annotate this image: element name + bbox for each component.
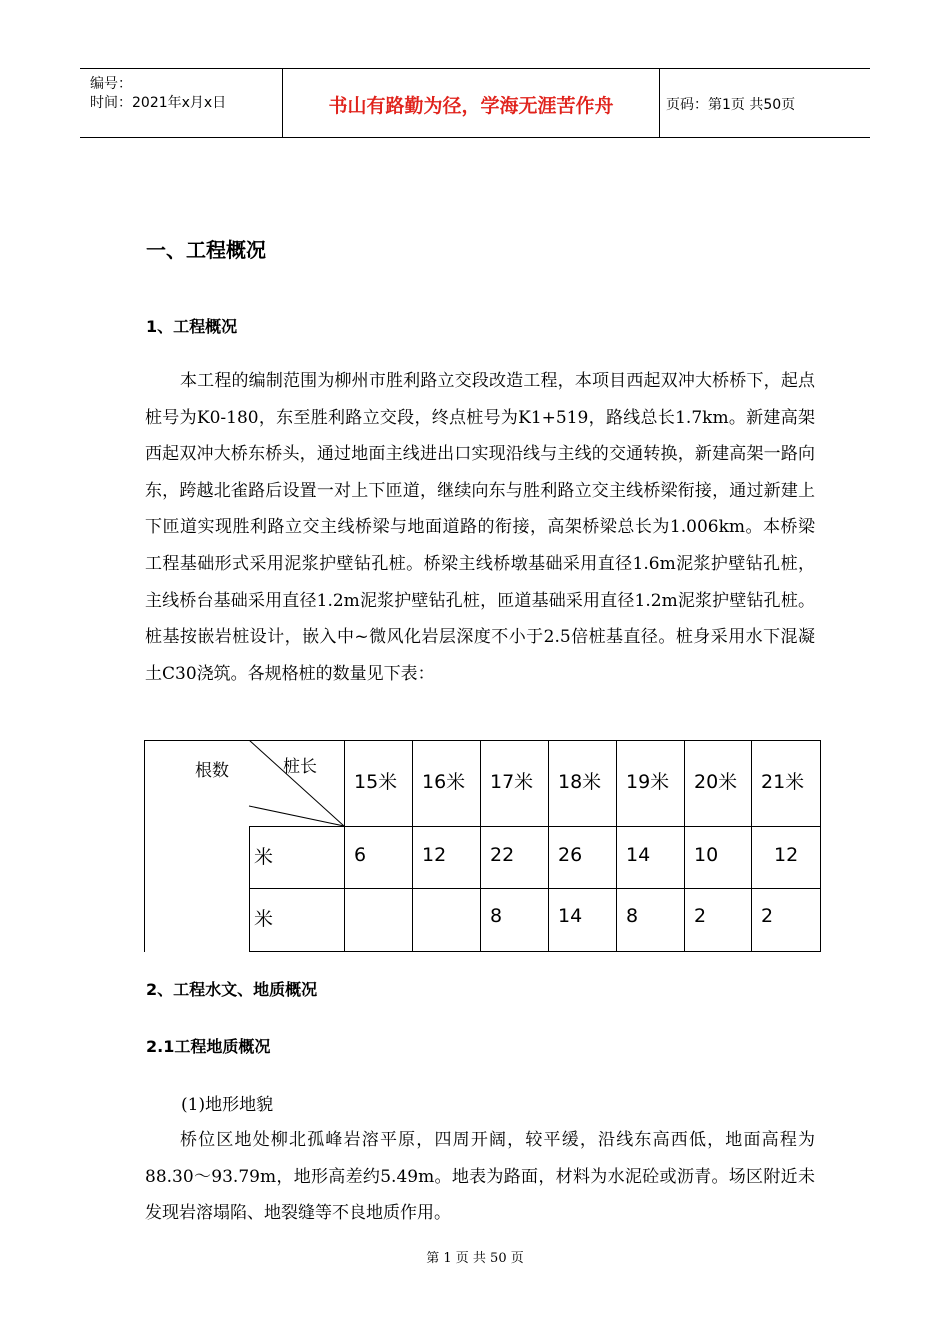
row-label: 米 (254, 908, 274, 930)
page-header (80, 68, 870, 138)
column-header: 21米 (761, 771, 805, 793)
table-border-bottom (249, 951, 821, 952)
column-header: 15米 (354, 771, 398, 793)
subsection-2-paragraph: 桥位区地处柳北孤峰岩溶平原，四周开阔，较平缓，沿线东高西低，地面高程为88.30～93.79m，地形高差约5.49m。地表为路面，材料为水泥砼或沥青。场区附近未发现岩溶塌陷、地裂缝等不良地质作用。 (145, 1130, 815, 1224)
table-cell: 10 (694, 844, 719, 866)
table-line (249, 826, 250, 952)
table-line (480, 740, 481, 952)
pile-quantity-table (144, 740, 821, 952)
header-motto: 书山有路勤为径，学海无涯苦作舟 (328, 95, 614, 117)
table-cell: 6 (354, 844, 367, 866)
table-line (616, 740, 617, 952)
subsection-2-1-title: 2.1工程地质概况 (146, 1037, 271, 1056)
table-cell: 8 (490, 905, 503, 927)
table-border-right (820, 740, 821, 952)
table-cell: 2 (761, 905, 774, 927)
column-header: 20米 (694, 771, 738, 793)
table-cell: 14 (558, 905, 583, 927)
subsection-2-title: 2、工程水文、地质概况 (146, 980, 318, 999)
table-cell: 12 (774, 844, 799, 866)
section-title: 一、工程概况 (146, 238, 266, 262)
page-footer: 第 1 页 共 50 页 (426, 1251, 524, 1266)
table-cell: 26 (558, 844, 583, 866)
header-page-info: 页码：第1页 共50页 (666, 97, 796, 113)
document-number-label: 编号： (90, 76, 132, 92)
table-line (249, 888, 821, 889)
table-cell: 22 (490, 844, 515, 866)
table-line (751, 740, 752, 952)
table-cell: 8 (626, 905, 639, 927)
row-label: 米 (254, 846, 274, 868)
column-header: 19米 (626, 771, 670, 793)
subsection-1-title: 1、工程概况 (146, 317, 238, 336)
table-cell: 2 (694, 905, 707, 927)
corner-col-label: 桩长 (283, 757, 317, 777)
corner-row-label: 根数 (195, 761, 229, 781)
column-header: 18米 (558, 771, 602, 793)
subsection-1-paragraph: 本工程的编制范围为柳州市胜利路立交段改造工程，本项目西起双冲大桥桥下，起点桩号为K0-180，东至胜利路立交段，终点桩号为K1+519，路线总长1.7km。新建高架西起双冲大桥东桥头，通过地面主线进出口实现沿线与主线的交通转换，新建高架一路向东，跨越北雀路后设置一对上下匝道，继续向东与胜利路立交主线桥梁衔接，通过新建上下匝道实现胜利路立交主线桥梁与地面道路的衔接，高架桥梁总长为1.006km。本桥梁工程基础形式采用泥浆护壁钻孔桩。桥梁主线桥墩基础采用直径1.6m泥浆护壁钻孔桩，主线桥台基础采用直径1.2m泥浆护壁钻孔桩，匝道基础采用直径1.2m泥浆护壁钻孔桩。桩基按嵌岩桩设计，嵌入中~微风化岩层深度不小于2.5倍桩基直径。桩身采用水下混凝土C30浇筑。各规格桩的数量见下表： (145, 371, 815, 684)
table-line (684, 740, 685, 952)
column-header: 17米 (490, 771, 534, 793)
table-cell: 12 (422, 844, 447, 866)
table-cell: 14 (626, 844, 651, 866)
subsection-2-item: (1)地形地貌 (181, 1095, 274, 1115)
header-meta-cell (80, 69, 283, 137)
column-header: 16米 (422, 771, 466, 793)
table-line (412, 740, 413, 952)
header-page-cell (660, 69, 870, 137)
document-time-label: 时间：2021年x月x日 (90, 95, 227, 111)
header-motto-cell (283, 69, 660, 137)
table-line (548, 740, 549, 952)
